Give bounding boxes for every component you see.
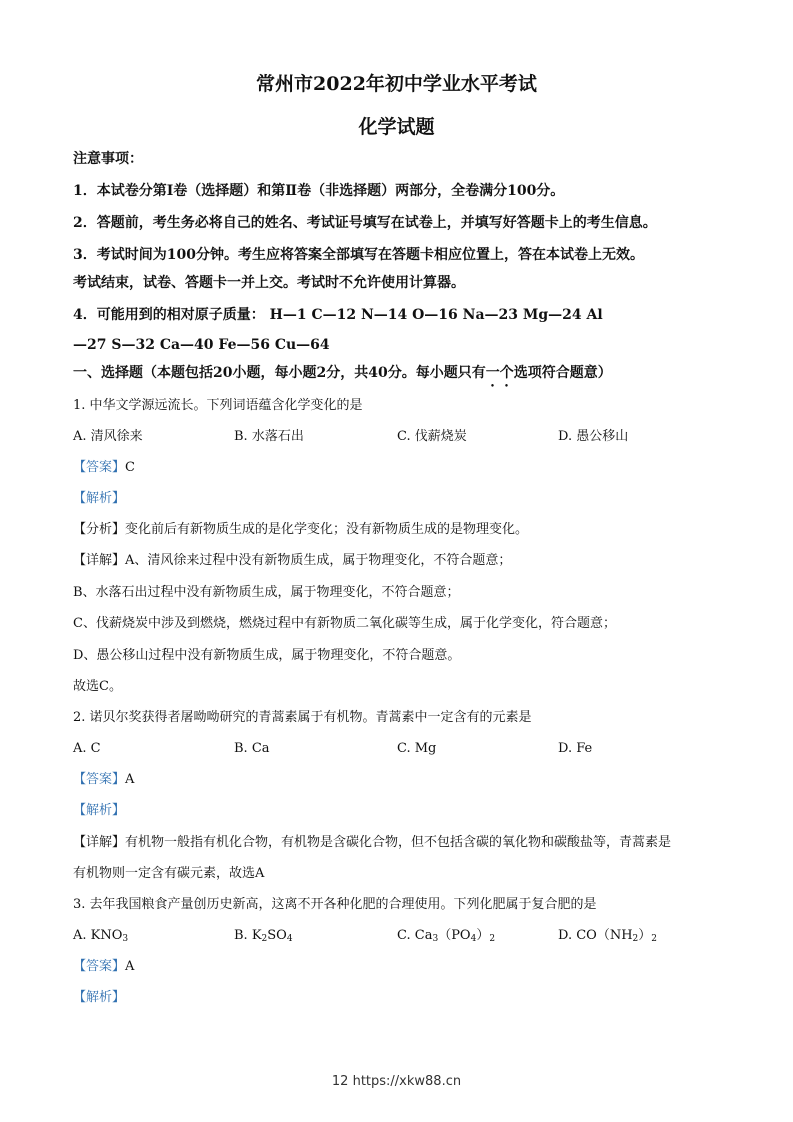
option-d: D. Fe	[558, 741, 593, 756]
answer-value: A	[125, 772, 135, 787]
question-stem: 1. 中华文学源远流长。下列词语蕴含化学变化的是	[73, 398, 363, 413]
notice-item: 1．本试卷分第Ⅰ卷（选择题）和第Ⅱ卷（非选择题）两部分，全卷满分100分。	[73, 183, 565, 199]
page-number: 12	[331, 1074, 349, 1089]
explanation-line: 故选C。	[73, 679, 122, 694]
explanation-line: 【详解】A、清风徐来过程中没有新物质生成，属于物理变化，不符合题意；	[73, 553, 512, 568]
notice-item: —27 S—32 Ca—40 Fe—56 Cu—64	[73, 337, 330, 353]
option-d: D. $CO(NH_2)_2$	[558, 928, 658, 944]
answer-label: 【答案】	[73, 772, 126, 787]
option-b: B. 水落石出	[234, 429, 304, 444]
option-b: B. Ca	[234, 741, 270, 756]
answer-label: 【答案】	[73, 959, 126, 974]
option-c: C. 伐薪烧炭	[397, 429, 467, 444]
option-c: C. Mg	[397, 741, 437, 756]
section-heading: 一、选择题（本题包括20小题，每小题2分，共40分。每小题只有一个选项符合题意）	[73, 365, 612, 381]
footer-link[interactable]: https://xkw88.cn	[352, 1074, 462, 1089]
notice-item: 考试结束，试卷、答题卡一并上交。考试时不允许使用计算器。	[73, 275, 465, 291]
option-d: D. 愚公移山	[558, 429, 629, 444]
analysis-label: 【解析】	[73, 491, 126, 506]
explanation-line: 【分析】变化前后有新物质生成的是化学变化；没有新物质生成的是物理变化。	[73, 522, 529, 537]
answer-line	[73, 771, 134, 789]
analysis-label: 【解析】	[73, 803, 126, 818]
explanation-line: 【详解】有机物一般指有机化合物，有机物是含碳化合物，但不包括含碳的氧化物和碳酸盐等，青蒿素是	[73, 835, 672, 850]
option-a: A. 清风徐来	[73, 429, 143, 444]
analysis-label: 【解析】	[73, 990, 126, 1005]
answer-label: 【答案】	[73, 460, 126, 475]
notice-heading: 注意事项：	[73, 151, 143, 167]
explanation-line: D、愚公移山过程中没有新物质生成，属于物理变化，不符合题意。	[73, 648, 461, 663]
page-subtitle: 化学试题	[358, 116, 435, 138]
notice-item: 2．答题前，考生务必将自己的姓名、考试证号填写在试卷上，并填写好答题卡上的考生信息。	[73, 215, 657, 231]
answer-value: A	[125, 959, 135, 974]
answer-line	[73, 459, 135, 477]
notice-item: 4．可能用到的相对原子质量： H—1 C—12 N—14 O—16 Na—23 Mg—24 Al	[73, 307, 603, 323]
answer-value: C	[125, 460, 135, 475]
emphasis-text: 一个	[485, 365, 514, 381]
question-stem: 3. 去年我国粮食产量创历史新高，这离不开各种化肥的合理使用。下列化肥属于复合肥的是	[73, 897, 597, 912]
page-footer	[0, 1074, 793, 1089]
answer-line	[73, 958, 134, 976]
question-stem: 2. 诺贝尔奖获得者屠呦呦研究的青蒿素属于有机物。青蒿素中一定含有的元素是	[73, 710, 532, 725]
explanation-line: 有机物则一定含有碳元素，故选A	[73, 866, 265, 881]
option-b: B. $K_2SO_4$	[234, 928, 293, 944]
page-title: 常州市2022年初中学业水平考试	[256, 73, 537, 95]
option-a: A. C	[73, 741, 101, 756]
explanation-line: C、伐薪烧炭中涉及到燃烧，燃烧过程中有新物质二氧化碳等生成，属于化学变化，符合题意；	[73, 616, 616, 631]
explanation-line: B、水落石出过程中没有新物质生成，属于物理变化，不符合题意；	[73, 585, 460, 600]
option-a: A. $KNO_3$	[73, 928, 129, 944]
notice-item: 3．考试时间为100分钟。考生应将答案全部填写在答题卡相应位置上，答在本试卷上无效。	[73, 247, 644, 263]
option-c: C. $Ca_3(PO_4)_2$	[397, 928, 496, 944]
